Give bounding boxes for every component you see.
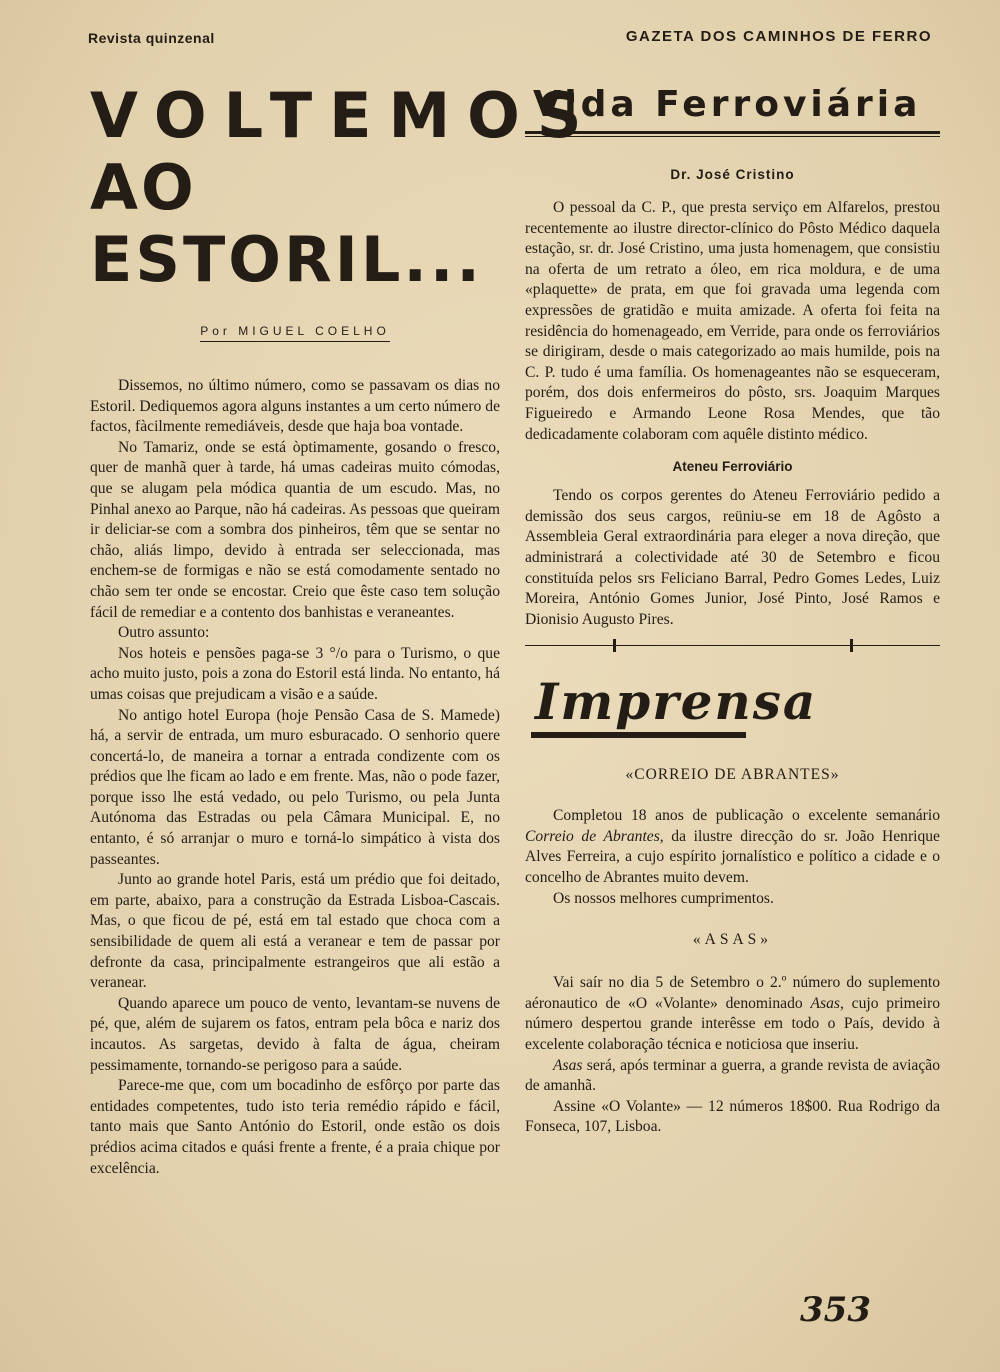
running-header-left: Revista quinzenal — [88, 30, 215, 46]
title-rule-thin — [525, 136, 940, 137]
imprensa-rule — [531, 732, 746, 738]
vida-paragraph: O pessoal da C. P., que presta serviço em Alfarelos, prestou recentemente ao ilustre director-clínico do Pôsto Médico daquela estação, sr. dr. José Cristino, uma justa homenagem, que consistiu na oferta de um retrato a óleo, em rica moldura, e de uma «plaquette» de prata, em que foi gravada uma legenda com expressões de gratidão e muita amizade. A oferta foi feita na residência do homenageado, em Verride, para onde os ferroviários se dirigiram, desde o mais categorizado ao mais humilde, pois na C. P. tudo é uma família. Os homenageantes não se esqueceram, porém, dos dois enfermeiros do pôsto, srs. Joaquim Marques Figueiredo e Armando Leone Rosa Mendes, que tão dedicadamente colaboram com aquêle distinto médico. — [525, 199, 940, 443]
asas-heading: «ASAS» — [692, 931, 773, 949]
article-paragraph: Nos hoteis e pensões paga-se 3 °/o para o Turismo, o que acho muito justo, pois a zona do Estoril está linda. No entanto, há umas coisas que prejudicam a visão e a saúde. — [90, 644, 500, 703]
correio-heading: «CORREIO DE ABRANTES» — [625, 766, 840, 784]
byline-text: Por MIGUEL COELHO — [200, 324, 390, 342]
imprensa-paragraph: Assine «O Volante» — 12 números 18$00. Rua Rodrigo da Fonseca, 107, Lisboa. — [525, 1097, 940, 1136]
article-paragraph: Outro assunto: — [118, 624, 210, 642]
article-title-line1: VOLTEMOS — [90, 79, 599, 152]
subheading-ateneu: Ateneu Ferroviário — [672, 459, 793, 475]
subheading-jose-cristino: Dr. José Cristino — [670, 167, 795, 182]
imprensa-paragraph: Vai saír no dia 5 de Setembro o 2.º número do suplemento aéronautico de «O «Volante» denominado Asas, cujo primeiro número despertou grande interêsse em todo o País, devido à excelente colaboração técnica e noticiosa que inseriu. — [525, 974, 940, 1054]
imprensa-paragraph: Os nossos melhores cumprimentos. — [553, 889, 774, 907]
vida-ferroviaria-title: Vida Ferroviária — [533, 84, 922, 125]
article-paragraph: Junto ao grande hotel Paris, está um prédio que foi deitado, em parte, abaixo, para a construção da Estrada Lisboa-Cascais. Mas, o que ficou de pé, está em tal estado que choca com a sensibilidade de quem ali está a veranear e tem de passar por defronte da casa, principalmente estrangeiros que ali estão a veranear. — [90, 871, 500, 992]
news-column — [525, 80, 940, 1138]
imprensa-paragraph: Completou 18 anos de publicação o excelente semanário Correio de Abrantes, da ilustre direcção do sr. João Henrique Alves Ferreira, a cujo espírito jornalístico e político a cidade e o concelho de Abrantes muito devem. — [525, 807, 940, 887]
article-column — [90, 79, 599, 1179]
article-title — [90, 79, 599, 296]
article-paragraph: No Tamariz, onde se está òptimamente, gosando o fresco, quer de manhã quer à tarde, há umas cadeiras muito cómodas, que se alugam pela módica quantia de um escudo. Mas, no Pinhal anexo ao Parque, não há cadeiras. As pessoas que queiram ir deliciar-se com a sombra dos pinheiros, têm que se sentar no chão, aliás limpo, devido à entrada ser seleccionada, mas enchem-se de formigas e não se está comodamente sentado no chão sem ter onde se encostar. Creio que êste caso tem solução fácil de remediar e a contento dos banhistas e veraneantes. — [90, 438, 500, 621]
imprensa-paragraph: Asas será, após terminar a guerra, a grande revista de aviação de amanhã. — [525, 1056, 940, 1095]
page-number: 353 — [800, 1290, 871, 1330]
running-header-right: GAZETA DOS CAMINHOS DE FERRO — [625, 28, 932, 45]
article-byline — [90, 324, 500, 338]
article-paragraph: Quando aparece um pouco de vento, levantam-se nuvens de pé, que, além de sujarem os fatos, entram pela bôca e nariz dos incautos. As sargetas, devido à falta de água, cheiram pessimamente, tornando-se perigoso para a saúde. — [90, 994, 500, 1074]
title-rule — [525, 131, 940, 134]
article-paragraph: Dissemos, no último número, como se passavam os dias no Estoril. Dediquemos agora alguns instantes a um certo número de factos, fàcilmente remediáveis, desde que haja boa vontade. — [90, 377, 500, 436]
vida-paragraph: Tendo os corpos gerentes do Ateneu Ferroviário pedido a demissão dos seus cargos, reüniu-se em 18 de Agôsto a Assembleia Geral extraordinária para eleger a nova direção, que administrará a colectividade até 30 de Setembro e ficou constituída pelos srs Feliciano Barral, Pedro Gomes Ledes, Luiz Moreira, António Gomes Junior, José Pinto, José Ramos e Dionisio Augusto Pires. — [525, 487, 940, 628]
section-divider — [525, 636, 940, 656]
article-paragraph: No antigo hotel Europa (hoje Pensão Casa de S. Mamede) há, a servir de entrada, um muro esburacado. O senhorio quere concertá-lo, de maneira a tornar a entrada condizente com os prédios que lhe ficam ao lado e em frente. Mas, não o pode fazer, porque isso lhe está vedado, ou pelo Turismo, ou pela Junta Autónoma das Estradas ou pela Câmara Municipal. E, no entanto, é só arranjar o muro e torná-lo simpático à vista dos passeantes. — [90, 706, 500, 868]
article-paragraph: Parece-me que, com um bocadinho de esfôrço por parte das entidades competentes, tudo isto teria remédio rápido e fácil, tanto mais que Santo António do Estoril, onde estão os dois prédios acima citados e quási frente a frente, é a praia chique por excelência. — [90, 1077, 500, 1177]
article-title-line2: AO ESTORIL... — [90, 151, 483, 296]
imprensa-title: Imprensa — [535, 672, 818, 732]
